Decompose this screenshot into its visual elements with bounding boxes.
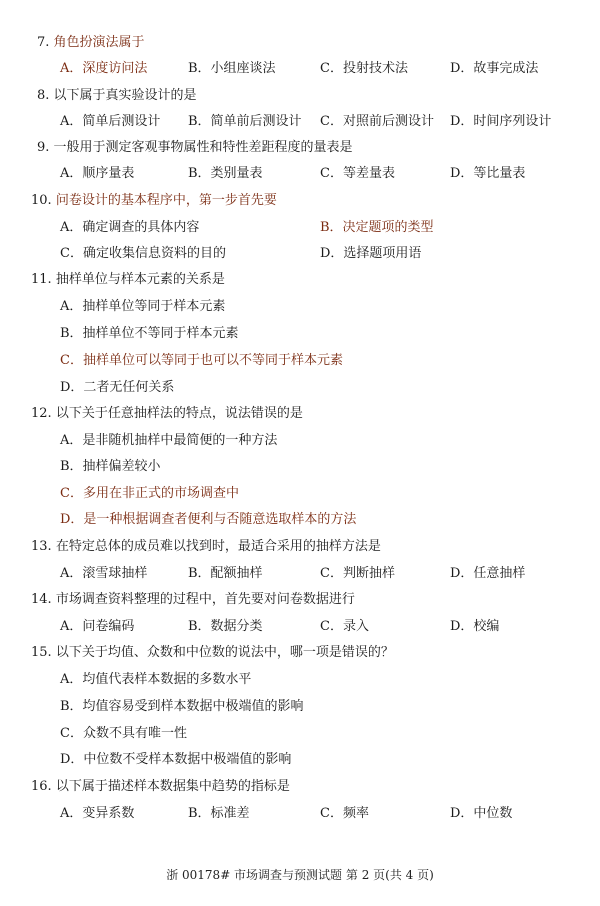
option-a: A．抽样单位等同于样本元素 bbox=[60, 299, 226, 314]
option-d: D．时间序列设计 bbox=[450, 114, 552, 129]
page-footer: 浙 00178# 市场调查与预测试题 第 2 页(共 4 页) bbox=[166, 868, 434, 882]
question-14: 14. 市场调查资料整理的过程中，首先要对问卷数据进行 bbox=[31, 592, 355, 607]
option-b: B．类别量表 bbox=[188, 166, 263, 181]
option-a: A．问卷编码 bbox=[60, 619, 135, 634]
option-c: C．对照前后测设计 bbox=[320, 114, 434, 129]
option-b: B．简单前后测设计 bbox=[188, 114, 302, 129]
option-c: C．录入 bbox=[320, 619, 369, 634]
option-c: C．等差量表 bbox=[320, 166, 395, 181]
question-stem: 以下属于真实验设计的是 bbox=[53, 88, 197, 103]
option-c: C．频率 bbox=[320, 806, 369, 821]
option-a: A．变异系数 bbox=[60, 806, 135, 821]
option-a: A．滚雪球抽样 bbox=[60, 566, 148, 581]
question-10: 10. 问卷设计的基本程序中，第一步首先要 bbox=[31, 193, 277, 208]
question-8: 8. 以下属于真实验设计的是 bbox=[37, 88, 197, 103]
option-d: D．选择题项用语 bbox=[320, 246, 422, 261]
option-a: A．是非随机抽样中最简便的一种方法 bbox=[60, 433, 278, 448]
option-a: A．确定调查的具体内容 bbox=[60, 220, 200, 235]
question-12: 12. 以下关于任意抽样法的特点，说法错误的是 bbox=[31, 406, 303, 421]
question-stem: 以下属于描述样本数据集中趋势的指标是 bbox=[55, 779, 290, 794]
option-b: B．抽样单位不等同于样本元素 bbox=[60, 326, 239, 341]
option-a: A．均值代表样本数据的多数水平 bbox=[60, 672, 252, 687]
question-15: 15. 以下关于均值、众数和中位数的说法中，哪一项是错误的？ bbox=[31, 645, 394, 660]
option-a: A．深度访问法 bbox=[60, 61, 148, 76]
question-stem: 市场调查资料整理的过程中，首先要对问卷数据进行 bbox=[55, 592, 355, 607]
question-13: 13. 在特定总体的成员难以找到时，最适合采用的抽样方法是 bbox=[31, 539, 381, 554]
question-stem: 在特定总体的成员难以找到时，最适合采用的抽样方法是 bbox=[55, 539, 381, 554]
option-c: C．投射技术法 bbox=[320, 61, 408, 76]
option-c: C．众数不具有唯一性 bbox=[60, 726, 187, 741]
option-c: C．确定收集信息资料的目的 bbox=[60, 246, 226, 261]
option-d: D．二者无任何关系 bbox=[60, 380, 175, 395]
question-stem: 角色扮演法属于 bbox=[53, 35, 145, 50]
option-a: A．简单后测设计 bbox=[60, 114, 161, 129]
question-9: 9. 一般用于测定客观事物属性和特性差距程度的量表是 bbox=[37, 140, 353, 155]
option-d: D．是一种根据调查者便利与否随意选取样本的方法 bbox=[60, 512, 357, 527]
question-stem: 问卷设计的基本程序中，第一步首先要 bbox=[55, 193, 277, 208]
option-c: C．抽样单位可以等同于也可以不等同于样本元素 bbox=[60, 353, 343, 368]
option-d: D．校编 bbox=[450, 619, 500, 634]
option-b: B．小组座谈法 bbox=[188, 61, 276, 76]
option-d: D．中位数不受样本数据中极端值的影响 bbox=[60, 752, 292, 767]
question-stem: 一般用于测定客观事物属性和特性差距程度的量表是 bbox=[53, 140, 353, 155]
option-b: B．抽样偏差较小 bbox=[60, 459, 161, 474]
question-stem: 以下关于均值、众数和中位数的说法中，哪一项是错误的？ bbox=[55, 645, 394, 660]
option-d: D．中位数 bbox=[450, 806, 513, 821]
option-b: B．数据分类 bbox=[188, 619, 263, 634]
option-a: A．顺序量表 bbox=[60, 166, 135, 181]
option-c: C．多用在非正式的市场调查中 bbox=[60, 486, 239, 501]
option-d: D．任意抽样 bbox=[450, 566, 526, 581]
question-16: 16. 以下属于描述样本数据集中趋势的指标是 bbox=[31, 779, 290, 794]
question-11: 11. 抽样单位与样本元素的关系是 bbox=[31, 272, 225, 287]
option-b: B．配额抽样 bbox=[188, 566, 263, 581]
option-b: B．决定题项的类型 bbox=[320, 220, 434, 235]
question-stem: 抽样单位与样本元素的关系是 bbox=[55, 272, 225, 287]
option-d: D．故事完成法 bbox=[450, 61, 539, 76]
question-stem: 以下关于任意抽样法的特点，说法错误的是 bbox=[55, 406, 303, 421]
option-b: B．标准差 bbox=[188, 806, 250, 821]
option-c: C．判断抽样 bbox=[320, 566, 395, 581]
option-b: B．均值容易受到样本数据中极端值的影响 bbox=[60, 699, 304, 714]
option-d: D．等比量表 bbox=[450, 166, 526, 181]
question-7: 7. 角色扮演法属于 bbox=[37, 35, 145, 50]
